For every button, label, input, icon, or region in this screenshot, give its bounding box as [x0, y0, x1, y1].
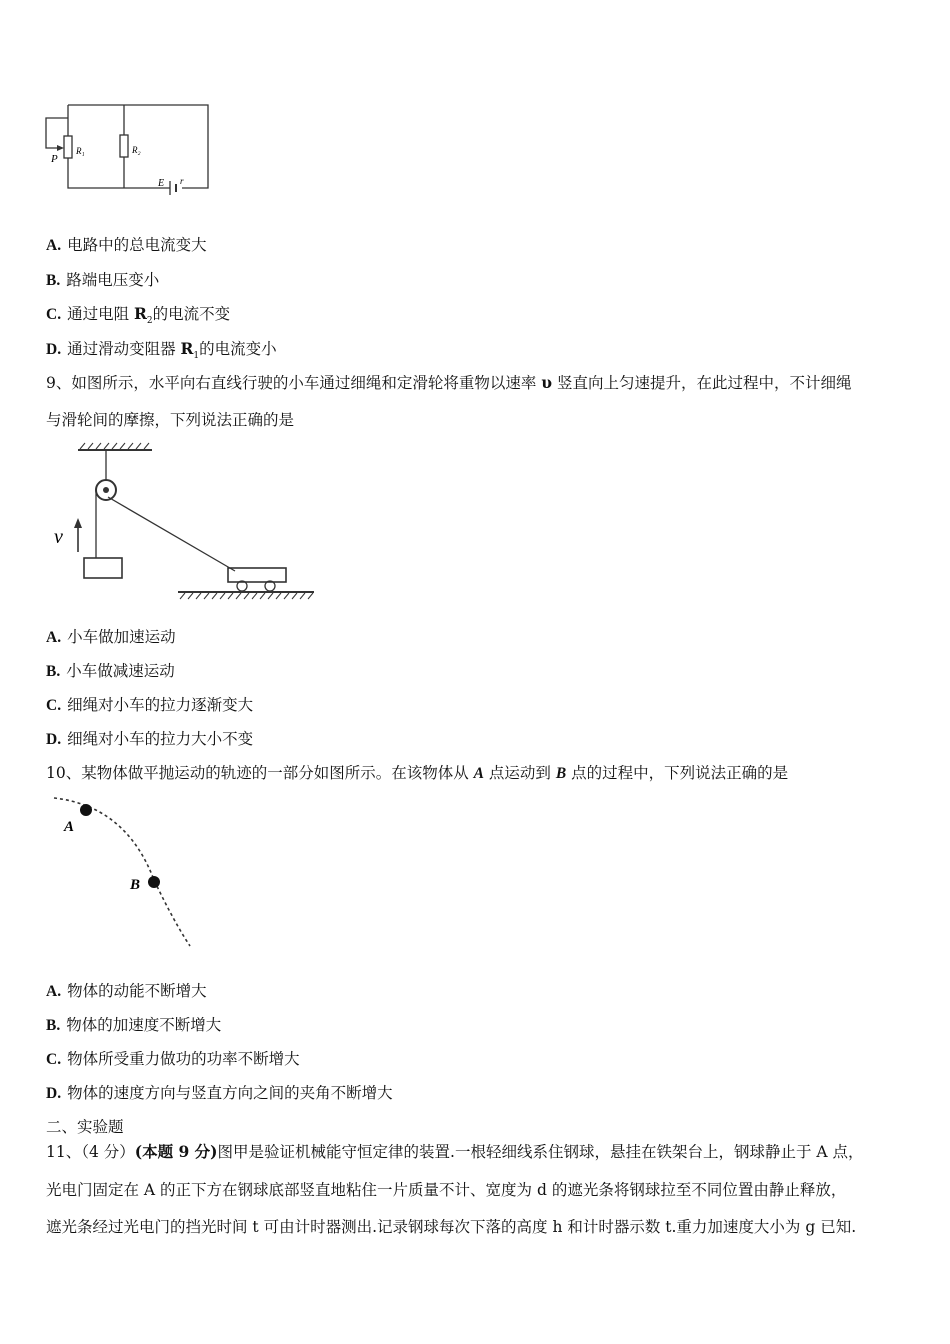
option-text: 路端电压变小	[66, 271, 160, 289]
q9-text: 9、如图所示，水平向右直线行驶的小车通过细绳和定滑轮将重物以速率	[46, 374, 542, 392]
q9-stem-line2: 与滑轮间的摩擦，下列说法正确的是	[46, 411, 295, 429]
q11-line3: 遮光条经过光电门的挡光时间 t 可由计时器测出.记录钢球每次下落的高度 h 和计时器示数 t.重力加速度大小为 g 已知.	[46, 1218, 857, 1236]
point-b: B	[555, 765, 567, 782]
q10-text: 点的过程中，下列说法正确的是	[566, 764, 789, 782]
label-a: A	[64, 819, 75, 835]
label-r1: R₁	[76, 146, 85, 156]
option-key: A.	[46, 983, 62, 1000]
q9-option-b	[46, 661, 175, 682]
q9-option-d	[46, 729, 253, 750]
option-key: A.	[46, 237, 62, 254]
option-key: D.	[46, 731, 62, 748]
symbol-r: R	[180, 339, 194, 358]
q9-text: 竖直向上匀速提升，在此过程中，不计细绳	[552, 374, 852, 392]
q9-stem-line1	[46, 373, 852, 393]
q11-line1	[46, 1142, 864, 1162]
q10-text: 10、某物体做平抛运动的轨迹的一部分如图所示。在该物体从	[46, 764, 474, 782]
q8-option-b	[46, 270, 159, 291]
option-key: B.	[46, 272, 61, 289]
option-key: A.	[46, 629, 62, 646]
q11-line2: 光电门固定在 A 的正下方在钢球底部竖直地粘住一片质量不计、宽度为 d 的遮光条将钢球拉至不同位置由静止释放，	[46, 1181, 847, 1199]
label-r2: R₂	[132, 145, 141, 155]
q11-text: 图甲是验证机械能守恒定律的装置.一根轻细线系住钢球，悬挂在铁架台上，钢球静止于 A 点，	[217, 1143, 864, 1161]
q8-option-a	[46, 235, 207, 256]
q9-option-c	[46, 695, 253, 716]
label-p: P	[51, 153, 58, 165]
option-text: 小车做减速运动	[66, 662, 175, 680]
q10-text: 点运动到	[484, 764, 556, 782]
circuit-diagram	[40, 98, 215, 196]
option-key: C.	[46, 697, 62, 714]
symbol-r: R	[134, 304, 147, 323]
q11-score-note: (本题 9 分)	[134, 1142, 218, 1161]
label-e: E	[158, 178, 165, 189]
option-key: D.	[46, 341, 62, 358]
q8-option-d	[46, 339, 277, 366]
option-text: 小车做加速运动	[67, 628, 176, 646]
option-text: 物体所受重力做功的功率不断增大	[67, 1050, 300, 1068]
section-heading: 二、实验题	[46, 1118, 124, 1136]
symbol-v: υ	[541, 373, 553, 392]
option-key: D.	[46, 1085, 62, 1102]
option-text-post: 的电流变小	[199, 340, 277, 358]
q10-stem	[46, 763, 788, 784]
subscript: 2	[146, 316, 153, 327]
option-text: 物体的加速度不断增大	[66, 1016, 222, 1034]
q11-number: 11、（4 分）	[46, 1143, 135, 1161]
q9-option-a	[46, 627, 176, 648]
option-key: C.	[46, 306, 62, 323]
option-text-post: 的电流不变	[152, 305, 231, 323]
subscript: 1	[193, 351, 200, 362]
q8-option-c	[46, 304, 230, 331]
option-text: 电路中的总电流变大	[67, 236, 207, 254]
pulley-cart-diagram	[48, 440, 318, 605]
point-a: A	[473, 765, 484, 782]
option-text: 物体的速度方向与竖直方向之间的夹角不断增大	[67, 1084, 393, 1102]
option-text: 细绳对小车的拉力大小不变	[67, 730, 254, 748]
option-text: 通过滑动变阻器	[67, 340, 181, 358]
q10-option-b	[46, 1015, 221, 1036]
label-b: B	[130, 877, 141, 893]
option-text: 通过电阻	[67, 305, 135, 323]
option-key: C.	[46, 1051, 62, 1068]
option-text: 物体的动能不断增大	[67, 982, 207, 1000]
option-key: B.	[46, 663, 61, 680]
option-text: 细绳对小车的拉力逐渐变大	[67, 696, 254, 714]
q10-option-a	[46, 981, 207, 1002]
label-velocity: v	[54, 526, 63, 548]
option-key: B.	[46, 1017, 61, 1034]
trajectory-diagram	[48, 792, 198, 952]
label-r: r	[180, 176, 184, 186]
q10-option-d	[46, 1083, 393, 1104]
q10-option-c	[46, 1049, 300, 1070]
